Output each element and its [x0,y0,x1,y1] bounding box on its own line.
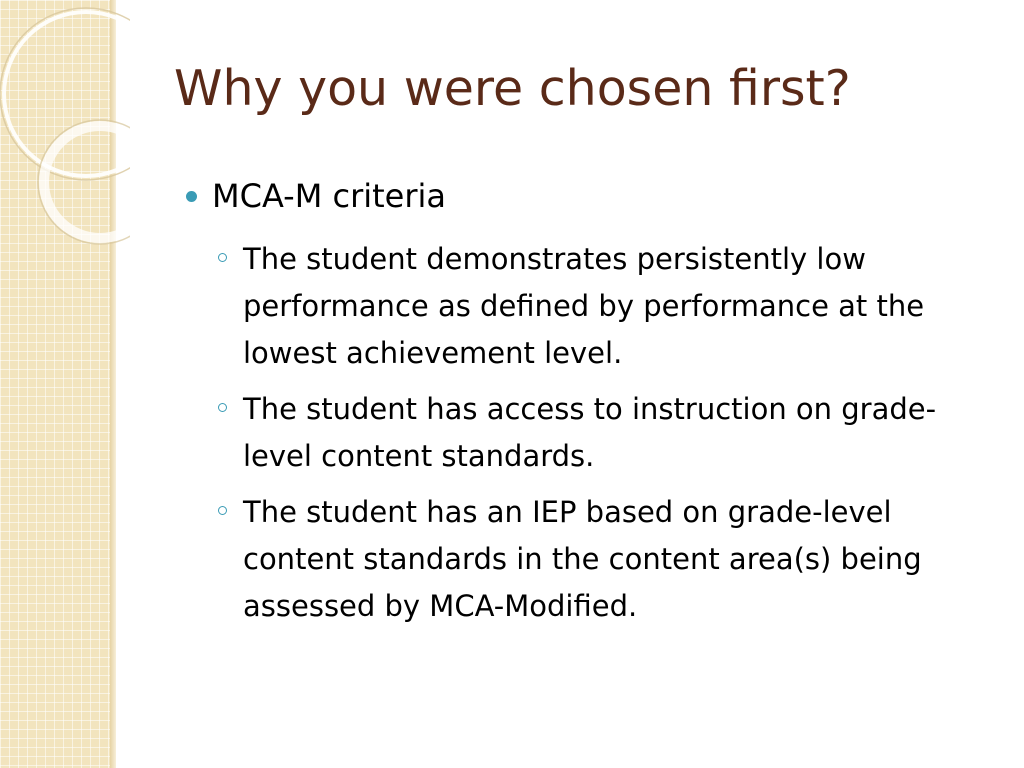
sub-bullet-item [180,386,1000,480]
decorative-rings-icon [0,0,130,260]
sub-bullet-list [180,236,1000,630]
sub-bullet-text: The student has access to instruction on grade-level content standards. [243,392,937,473]
slide-body [180,172,1000,639]
bullet-text: MCA-M criteria [212,177,446,215]
filled-circle-bullet-icon [186,191,197,202]
hollow-circle-bullet-icon [218,253,227,262]
bullet-item [180,172,1000,220]
sub-bullet-text: The student has an IEP based on grade-level content standards in the content area(s) being assessed by MCA-Modified. [243,495,922,623]
sub-bullet-item [180,489,1000,630]
hollow-circle-bullet-icon [218,506,227,515]
sub-bullet-text: The student demonstrates persistently low performance as defined by performance at the lowest achievement level. [243,242,925,370]
slide-title: Why you were chosen first? [174,60,851,117]
sub-bullet-item [180,236,1000,377]
hollow-circle-bullet-icon [218,403,227,412]
